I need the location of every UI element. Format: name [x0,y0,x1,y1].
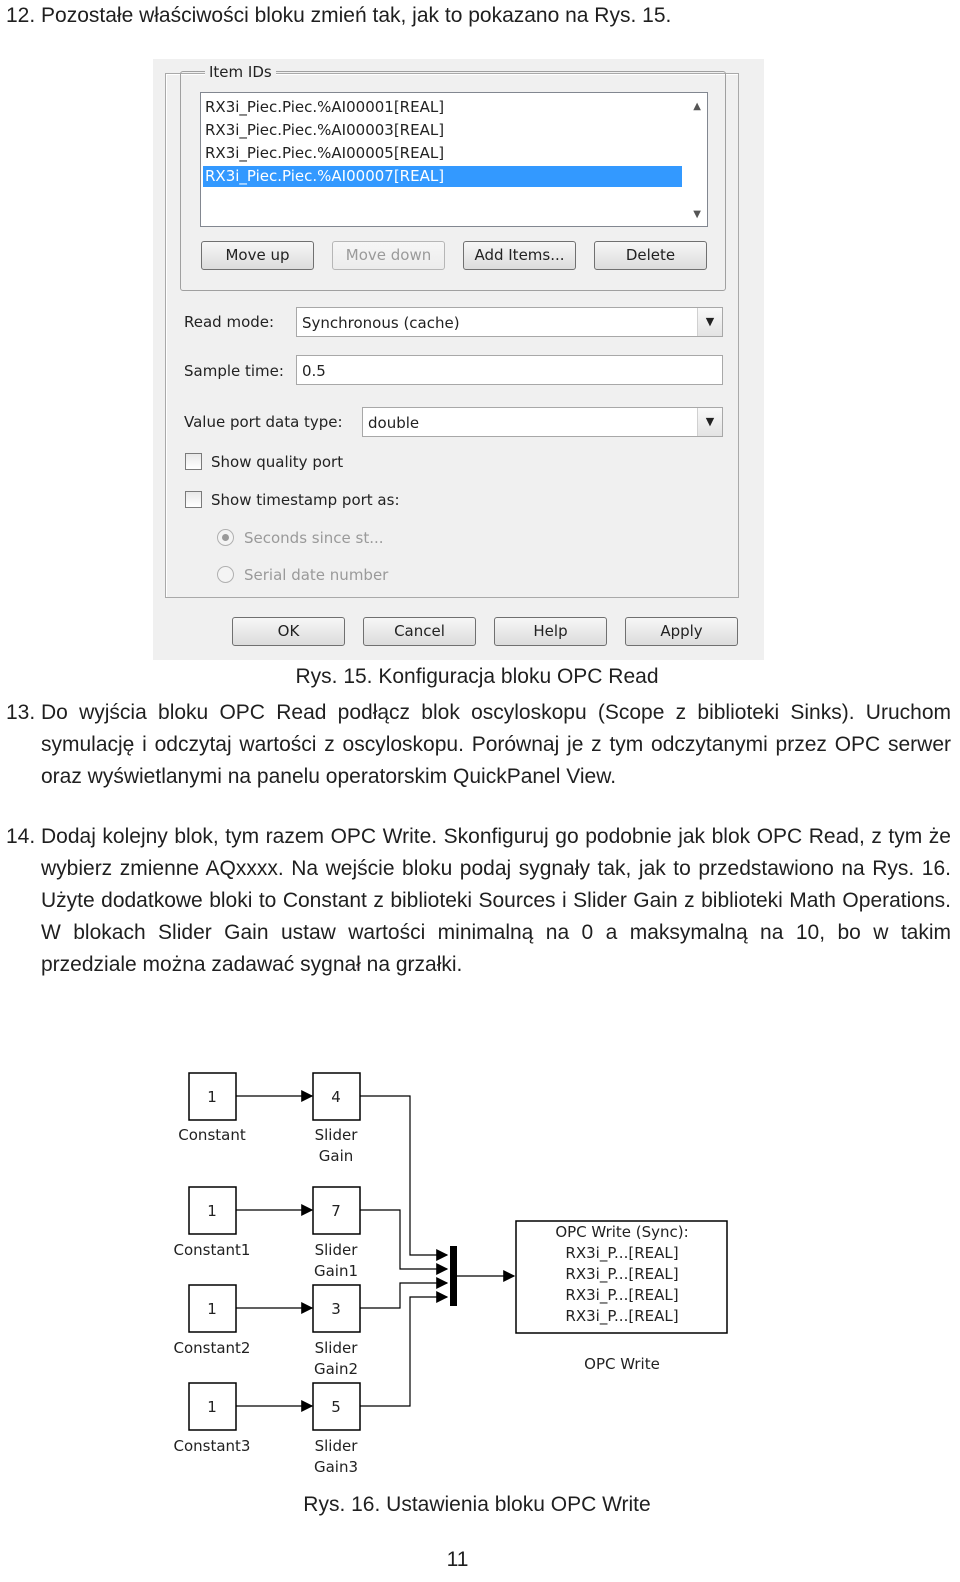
constant-label: Constant2 [173,1339,251,1357]
slider-label: Slider [314,1126,358,1144]
opc-write-block[interactable] [516,1221,727,1333]
slider-value: 3 [331,1300,341,1318]
opc-read-dialog [153,59,764,660]
item-ids-listbox[interactable] [200,92,708,227]
sample-time-label: Sample time: [184,362,284,380]
show-quality-checkbox[interactable] [185,453,202,470]
opc-write-line: RX3i_P...[REAL] [565,1244,679,1262]
constant-value: 1 [207,1398,217,1416]
list-item[interactable]: RX3i_Piec.Piec.%AI00005[REAL] [205,144,445,162]
constant-label: Constant1 [173,1241,251,1259]
slider-value: 4 [331,1088,341,1106]
list-item[interactable]: RX3i_Piec.Piec.%AI00003[REAL] [205,121,445,139]
constant-block[interactable] [189,1383,236,1430]
signal-line [360,1210,447,1269]
chevron-down-icon[interactable]: ▼ [697,308,722,336]
scroll-up-icon[interactable]: ▲ [693,101,701,112]
slider-label: Gain3 [313,1458,359,1476]
ok-button[interactable]: OK [232,617,345,646]
slider-value: 7 [331,1202,341,1220]
slider-label: Slider [314,1241,358,1259]
read-mode-select[interactable] [296,307,723,337]
signal-line [360,1096,447,1255]
slider-gain-block[interactable] [313,1073,360,1120]
step-14-text: Dodaj kolejny blok, tym razem OPC Write. Skonfiguruj go podobnie jak blok OPC Read, z tym że wybierz zmienne AQxxxx. Na wejście bloku podaj sygnały tak, jak to przedstawiono na Rys. 16. Użyte dodatkowe bloki to Constant z biblioteki Sources i Slider Gain z biblioteki Math Operations. W blokach Slider Gain ustaw wartości minimalną na 0 a maksymalną na 10, bo w takim przedziale można zadawać sygnał na grzałki. [41,825,951,976]
step-13-number: 13. [6,701,36,724]
slider-label: Gain1 [313,1262,359,1280]
read-mode-value: Synchronous (cache) [302,314,460,332]
scroll-down-icon[interactable]: ▼ [693,209,701,220]
read-mode-label: Read mode: [184,313,275,331]
add-items-button[interactable]: Add Items... [463,241,576,270]
chevron-down-icon[interactable]: ▼ [697,408,722,436]
slider-label: Gain [318,1147,354,1165]
list-item[interactable]: RX3i_Piec.Piec.%AI00001[REAL] [205,98,445,116]
slider-gain-block[interactable] [313,1187,360,1234]
step-13-text: Do wyjścia bloku OPC Read podłącz blok oscyloskopu (Scope z biblioteki Sinks). Uruchom symulację i odczytaj wartości z oscyloskopu. Porównaj je z tym odczytanymi przez OPC serwer oraz wyświetlanymi na panelu operatorskim QuickPanel View. [41,701,951,788]
constant-label: Constant [178,1126,246,1144]
simulink-diagram [0,1060,960,1490]
slider-gain-block[interactable] [313,1285,360,1332]
sample-time-input[interactable] [296,355,723,385]
show-quality-label: Show quality port [211,453,344,471]
signal-line [360,1283,447,1308]
step-14-number: 14. [6,825,36,848]
constant-value: 1 [207,1202,217,1220]
slider-gain-block[interactable] [313,1383,360,1430]
constant-label: Constant3 [173,1437,251,1455]
value-port-select[interactable] [362,407,723,437]
seconds-radio[interactable] [217,529,234,546]
cancel-button[interactable]: Cancel [363,617,476,646]
constant-block[interactable] [189,1073,236,1120]
opc-write-line: RX3i_P...[REAL] [565,1307,679,1325]
opc-write-label: OPC Write [584,1355,660,1373]
value-port-value: double [368,414,420,432]
constant-value: 1 [207,1088,217,1106]
move-up-button[interactable]: Move up [201,241,314,270]
slider-label: Slider [314,1339,358,1357]
show-timestamp-label: Show timestamp port as: [211,491,400,509]
constant-value: 1 [207,1300,217,1318]
figure-16-caption: Rys. 16. Ustawienia bloku OPC Write [303,1493,651,1516]
delete-button[interactable]: Delete [594,241,707,270]
slider-label: Gain2 [313,1360,359,1378]
slider-label: Slider [314,1437,358,1455]
opc-write-line: RX3i_P...[REAL] [565,1286,679,1304]
move-down-button[interactable]: Move down [332,241,445,270]
seconds-radio-label: Seconds since st... [244,529,384,547]
serial-date-radio-label: Serial date number [244,566,389,584]
value-port-label: Value port data type: [184,413,343,431]
opc-write-line: RX3i_P...[REAL] [565,1265,679,1283]
constant-block[interactable] [189,1187,236,1234]
list-item-selected[interactable]: RX3i_Piec.Piec.%AI00007[REAL] [203,166,682,187]
figure-15-caption: Rys. 15. Konfiguracja bloku OPC Read [295,665,659,688]
show-timestamp-checkbox[interactable] [185,491,202,508]
page-number: 11 [446,1548,469,1571]
mux-block[interactable] [450,1246,457,1306]
apply-button[interactable]: Apply [625,617,738,646]
slider-value: 5 [331,1398,341,1416]
item-ids-group-title: Item IDs [205,63,276,81]
signal-line [360,1297,447,1406]
opc-write-line: OPC Write (Sync): [555,1223,689,1241]
constant-block[interactable] [189,1285,236,1332]
sample-time-value: 0.5 [302,362,326,380]
help-button[interactable]: Help [494,617,607,646]
radio-selected-dot [222,534,229,541]
serial-date-radio[interactable] [217,566,234,583]
step-12-text: 12. Pozostałe właściwości bloku zmień tak, jak to pokazano na Rys. 15. [6,4,672,27]
